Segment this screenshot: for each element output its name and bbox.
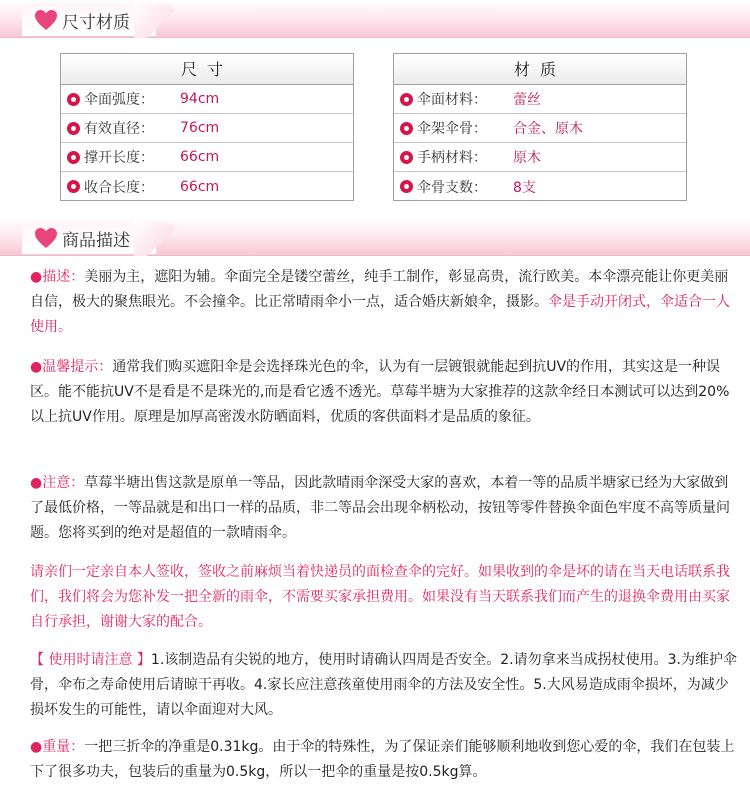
row-label: 收合长度： xyxy=(84,179,154,196)
table-row xyxy=(61,114,353,143)
p1-body: 美丽为主，遮阳为辅。伞面完全是镂空蕾丝，纯手工制作，彰显高贵，流行欧美。本伞漂亮能让你更美丽自信，极大的聚焦眼光。不会撞伞。比正常晴雨伞小一点，适合婚庆新娘伞，摄影。 xyxy=(30,269,729,310)
p2-body: 通常我们购买遮阳伞是会选择珠光色的伞，认为有一层镀银就能起到抗UV的作用，其实这是一种误区。能不能抗UV不是看是不是珠光的,而是看它透不透光。草莓半塘为大家推荐的这款伞经日本测试可以达到20%以上抗UV作用。原理是加厚高密泼水防晒面料，优质的客供面料才是品质的象征。 xyxy=(30,359,730,425)
row-label: 伞架伞骨： xyxy=(417,121,487,137)
material-table-header: 材质 xyxy=(394,54,686,85)
size-material-tab xyxy=(22,4,156,36)
size-table xyxy=(60,53,354,201)
row-value: 76cm xyxy=(180,120,220,136)
row-label: 有效直径： xyxy=(84,121,154,137)
p1-highlight: 伞是手动开闭式，伞适合一人使用。 xyxy=(30,294,730,335)
bullet-icon xyxy=(67,122,80,135)
row-value: 原木 xyxy=(513,150,541,166)
description-p1 xyxy=(30,265,740,340)
table-row xyxy=(61,143,353,172)
p3-body: 草莓半塘出售这款是原单一等品，因此款晴雨伞深受大家的喜欢，本着一等的品质半塘家已经为大家做到了最低价格，一等品就是和出口一样的品质，非二等品会出现伞柄松动，按钮等零件替换伞面色牢度不高等质量问题。您将买到的绝对是超值的一款晴雨伞。 xyxy=(30,475,730,541)
material-table xyxy=(393,53,687,201)
size-table-header: 尺寸 xyxy=(61,54,353,85)
row-label: 伞面弧度： xyxy=(84,92,154,108)
p2-label: ●温馨提示： xyxy=(30,359,113,375)
p5-label: 【 使用时请注意 】 xyxy=(30,652,151,668)
size-material-title: 尺寸材质 xyxy=(62,12,130,33)
bullet-icon xyxy=(67,93,80,106)
bullet-icon xyxy=(400,93,413,106)
description-p4 xyxy=(30,560,740,635)
table-row xyxy=(394,85,686,114)
table-row xyxy=(61,172,353,201)
description-tab xyxy=(22,222,156,254)
bullet-icon xyxy=(400,151,413,164)
p1-label: ●描述： xyxy=(30,269,85,285)
table-row xyxy=(394,143,686,172)
row-label: 手柄材料： xyxy=(417,150,487,166)
table-row xyxy=(394,172,686,201)
table-row xyxy=(61,85,353,114)
description-title: 商品描述 xyxy=(62,230,130,251)
description-header xyxy=(0,218,750,256)
bullet-icon xyxy=(67,180,80,193)
row-value: 蕾丝 xyxy=(513,92,541,108)
row-label: 撑开长度： xyxy=(84,150,154,166)
heart-icon xyxy=(34,227,58,249)
p3-label: ●注意： xyxy=(30,475,85,491)
size-material-header xyxy=(0,0,750,38)
p4-body: 请亲们一定亲自本人签收，签收之前麻烦当着快递员的面检查伞的完好。如果收到的伞是坏的请在当天电话联系我们，我们将会为您补发一把全新的雨伞，不需要买家承担费用。如果没有当天联系我们而产生的退换伞费用由买家自行承担，谢谢大家的配合。 xyxy=(30,564,730,630)
description-p3 xyxy=(30,471,740,546)
p5-body: 1.该制造品有尖锐的地方，使用时请确认四周是否安全。2.请勿拿来当成拐杖使用。3.为维护伞骨，伞布之寿命使用后请晾干再收。4.家长应注意孩童使用雨伞的方法及安全性。5.大风易造成雨伞损坏，为减少损坏发生的可能性，请以伞面迎对大风。 xyxy=(30,652,737,718)
description-p5 xyxy=(30,648,740,723)
bullet-icon xyxy=(400,122,413,135)
p6-label: ●重量： xyxy=(30,739,85,755)
table-row xyxy=(394,114,686,143)
row-value: 66cm xyxy=(180,178,220,195)
row-label: 伞骨支数： xyxy=(417,179,487,196)
row-value: 8支 xyxy=(513,179,536,196)
heart-icon xyxy=(34,9,58,31)
row-value: 94cm xyxy=(180,91,220,107)
row-label: 伞面材料： xyxy=(417,92,487,108)
description-p6 xyxy=(30,735,740,785)
row-value: 66cm xyxy=(180,149,220,165)
p6-body: 一把三折伞的净重是0.31kg。由于伞的特殊性，为了保证亲们能够顺利地收到您心爱的伞，我们在包装上下了很多功夫，包装后的重量为0.5kg，所以一把伞的重量是按0.5kg算。 xyxy=(30,739,735,780)
description-p2 xyxy=(30,355,740,430)
bullet-icon xyxy=(67,151,80,164)
row-value: 合金、原木 xyxy=(513,121,583,137)
bullet-icon xyxy=(400,180,413,193)
